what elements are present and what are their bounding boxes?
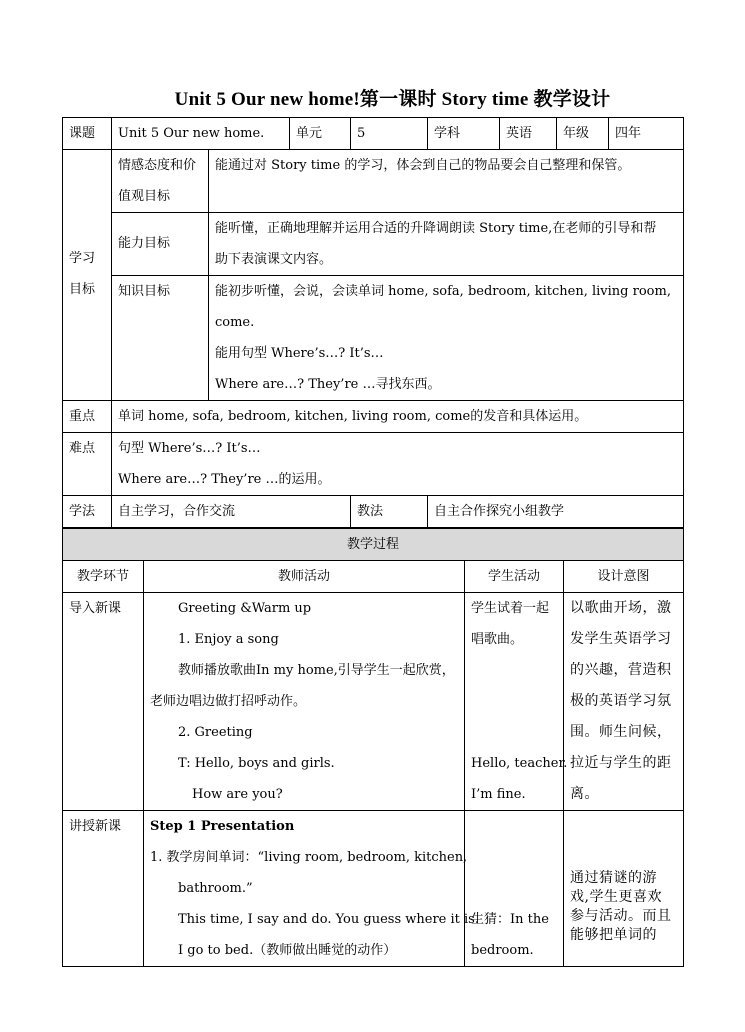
knowledge-goal-row (63, 276, 684, 401)
learning-method-value: 自主学习，合作交流 (112, 496, 351, 528)
intro-stage: 导入新课 (63, 593, 144, 811)
topic-label: 课题 (63, 118, 112, 150)
teaching-method-label: 教法 (351, 496, 428, 528)
knowledge-goal-text: 能初步听懂，会说，会读单词 home, sofa, bedroom, kitchen, living room, come. 能用句型 Where’s…? It’s… Where are…? They’re …寻找东西。 (209, 276, 684, 401)
unit-label: 单元 (290, 118, 351, 150)
topic-value: Unit 5 Our new home. (112, 118, 290, 150)
new-lesson-student-activity: 生猜：In the bedroom. (465, 811, 564, 967)
learning-method-label: 学法 (63, 496, 112, 528)
ability-goal-label: 能力目标 (112, 213, 209, 276)
new-lesson-teacher-activity: Step 1 Presentation 1. 教学房间单词：“living room, bedroom, kitchen, bathroom.” This time, I say and do. You guess where it is. I go to bed.（教师做出睡觉的动作） (144, 811, 465, 967)
new-lesson-design-intent: 通过猜谜的游 戏,学生更喜欢 参与活动。而且 能够把单词的 (564, 811, 684, 967)
ability-goal-row (63, 213, 684, 276)
col-design: 设计意图 (564, 561, 684, 593)
emotion-goal-row (63, 150, 684, 213)
emotion-goal-text: 能通过对 Story time 的学习，体会到自己的物品要会自己整理和保管。 (209, 150, 684, 213)
teaching-method-value: 自主合作探究小组教学 (428, 496, 684, 528)
col-teacher: 教师活动 (144, 561, 465, 593)
key-point-label: 重点 (63, 401, 112, 433)
intro-student-activity: 学生试着一起 唱歌曲。 Hello, teacher. I’m fine. (465, 593, 564, 811)
process-heading-row (63, 529, 684, 561)
intro-row (63, 593, 684, 811)
difficulty-label: 难点 (63, 433, 112, 496)
new-lesson-stage: 讲授新课 (63, 811, 144, 967)
difficulty-row (63, 433, 684, 496)
header-row (63, 118, 684, 150)
key-point-row (63, 401, 684, 433)
key-point-text: 单词 home, sofa, bedroom, kitchen, living room, come的发音和具体运用。 (112, 401, 684, 433)
unit-value: 5 (351, 118, 428, 150)
col-stage: 教学环节 (63, 561, 144, 593)
learning-goals-label: 学习 目标 (63, 150, 112, 401)
col-student: 学生活动 (465, 561, 564, 593)
intro-teacher-activity: Greeting &Warm up 1. Enjoy a song 教师播放歌曲In my home,引导学生一起欣赏， 老师边唱边做打招呼动作。 2. Greeting T: Hello, boys and girls. How are you? (144, 593, 465, 811)
ability-goal-text: 能听懂，正确地理解并运用合适的升降调朗读 Story time,在老师的引导和帮 助下表演课文内容。 (209, 213, 684, 276)
grade-label: 年级 (557, 118, 609, 150)
teaching-process-table (62, 528, 684, 967)
difficulty-text: 句型 Where’s…? It’s… Where are…? They’re …的运用。 (112, 433, 684, 496)
document-title: Unit 5 Our new home!第一课时 Story time 教学设计 (174, 89, 611, 110)
subject-label: 学科 (428, 118, 500, 150)
intro-design-intent: 以歌曲开场，激 发学生英语学习 的兴趣，营造积 极的英语学习氛 围。师生问候， 拉近与学生的距 离。 (564, 593, 684, 811)
new-lesson-row (63, 811, 684, 967)
process-columns-row (63, 561, 684, 593)
emotion-goal-label: 情感态度和价 值观目标 (112, 150, 209, 213)
subject-value: 英语 (500, 118, 557, 150)
method-row (63, 496, 684, 528)
grade-value: 四年 (609, 118, 684, 150)
knowledge-goal-label: 知识目标 (112, 276, 209, 401)
process-heading: 教学过程 (63, 529, 684, 561)
lesson-info-table (62, 117, 684, 528)
